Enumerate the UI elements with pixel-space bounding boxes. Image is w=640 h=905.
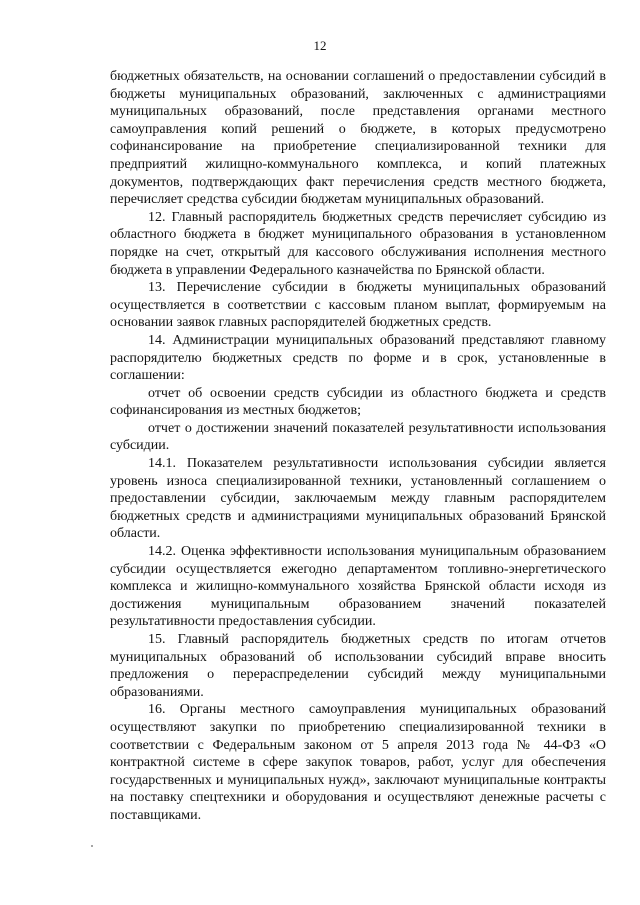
page-number: 12 xyxy=(313,38,327,53)
scan-speck xyxy=(91,845,93,847)
paragraph-14-report-2: отчет о достижении значений показателей результативности использования субсидии. xyxy=(110,420,606,454)
paragraph-14-1: 14.1. Показателем результативности использования субсидии является уровень износа специализированной техники, установленный соглашением о предоставлении субсидии, заключаемым между главным распорядителем бюджетных средств и администрациями муниципальных образований Брянской области. xyxy=(110,456,606,542)
paragraph-13: 13. Перечисление субсидии в бюджеты муниципальных образований осуществляется в соответствии с кассовым планом выплат, формируемым на основании заявок главных распорядителей бюджетных средств. xyxy=(110,280,606,331)
paragraph-12: 12. Главный распорядитель бюджетных средств перечисляет субсидию из областного бюджета в бюджет муниципального образования в установленном порядке на счет, открытый для кассового обслуживания исполнения местного бюджета в управлении Федерального казначейства по Брянской области. xyxy=(110,209,606,278)
paragraph-14: 14. Администрации муниципальных образований представляют главному распорядителю бюджетных средств по форме и в срок, установленные в соглашении: xyxy=(110,332,606,384)
paragraph-16: 16. Органы местного самоуправления муниципальных образований осуществляют закупки по приобретению специализированной техники в соответствии с Федеральным законом от 5 апреля 2013 года № 44-ФЗ «О контрактной системе в сфере закупок товаров, работ, услуг для обеспечения государственных и муниципальных нужд», заключают муниципальные контракты на поставку спецтехники и оборудования и осуществляют денежные расчеты с поставщиками. xyxy=(110,702,606,823)
document-body xyxy=(110,68,606,825)
paragraph-14-2: 14.2. Оценка эффективности использования муниципальным образованием субсидии осуществляется ежегодно департаментом топливно-энергетического комплекса и жилищно-коммунального хозяйства Брянской области исходя из достижения муниципальным образованием значений показателей результативности предоставления субсидии. xyxy=(110,544,606,630)
paragraph-15: 15. Главный распорядитель бюджетных средств по итогам отчетов муниципальных образований об использовании субсидий вправе вносить предложения о перераспределении субсидий между муниципальными образованиями. xyxy=(110,632,606,700)
paragraph-14-report-1: отчет об освоении средств субсидии из областного бюджета и средств софинансирования из местных бюджетов; xyxy=(110,385,606,419)
paragraph-continuation: бюджетных обязательств, на основании соглашений о предоставлении субсидий в бюджеты муниципальных образований, заключенных с администрациями муниципальных образований, после представления органами местного самоуправления копий решений о бюджете, в которых предусмотрено софинансирование на приобретение специализированной техники для предприятий жилищно-коммунального комплекса, и копий платежных документов, подтверждающих факт перечисления средств местного бюджета, перечисляет средства субсидии бюджетам муниципальных образований. xyxy=(110,69,606,208)
